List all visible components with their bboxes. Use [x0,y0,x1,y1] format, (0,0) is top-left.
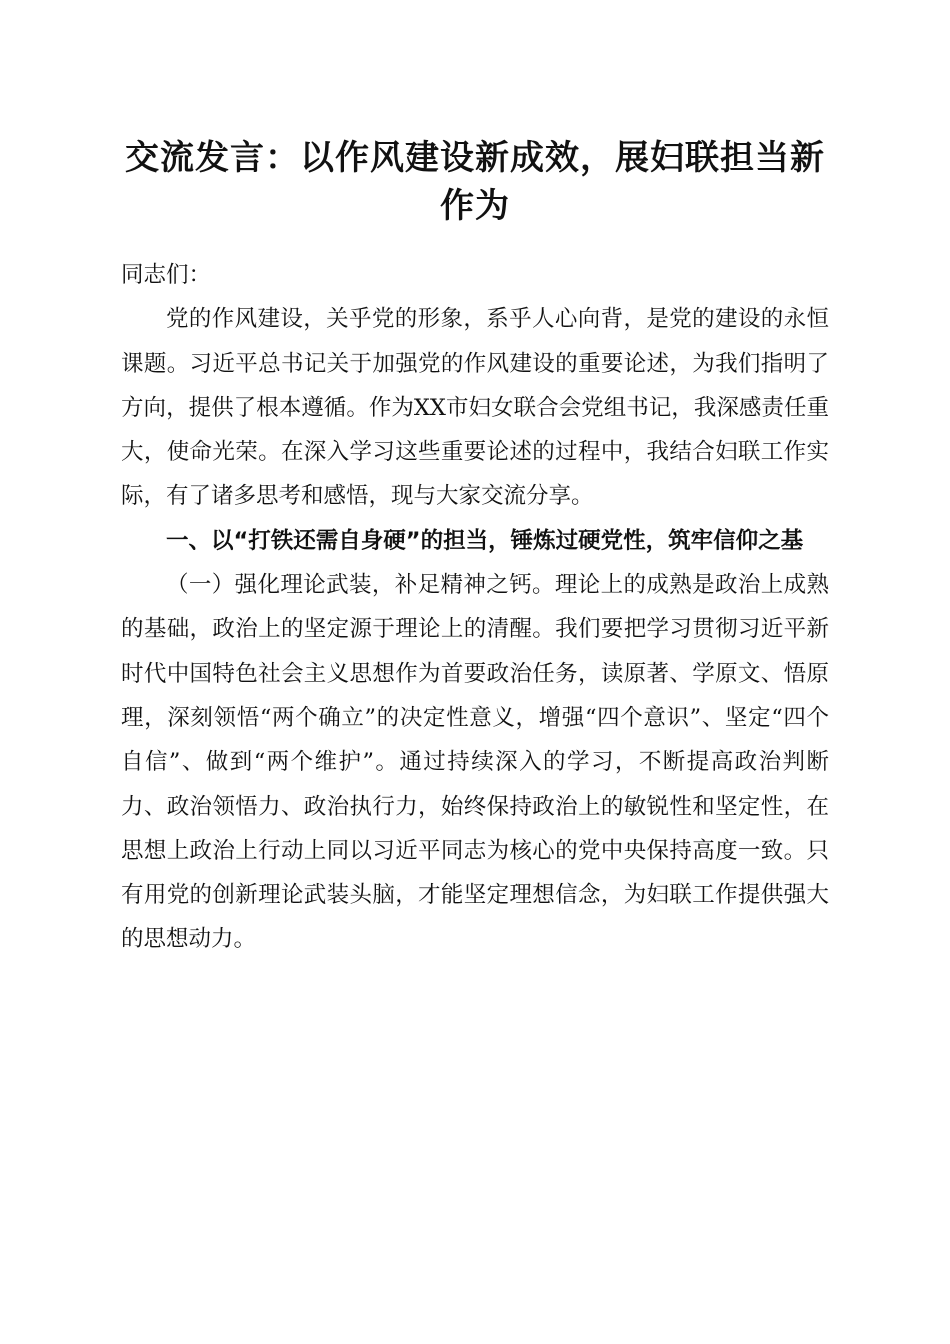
document-body [121,253,829,962]
subsection-paragraph-1: （一）强化理论武装，补足精神之钙。理论上的成熟是政治上成熟的基础，政治上的坚定源于理论上的清醒。我们要把学习贯彻习近平新时代中国特色社会主义思想作为首要政治任务，读原著、学原文、悟原理，深刻领悟“两个确立”的决定性意义，增强“四个意识”、坚定“四个自信”、做到“两个维护”。通过持续深入的学习，不断提高政治判断力、政治领悟力、政治执行力，始终保持政治上的敏锐性和坚定性，在思想上政治上行动上同以习近平同志为核心的党中央保持高度一致。只有用党的创新理论武装头脑，才能坚定理想信念，为妇联工作提供强大的思想动力。 [121,572,829,953]
salutation: 同志们： [121,262,212,288]
document-title: 交流发言：以作风建设新成效，展妇联担当新作为 [125,138,825,226]
intro-paragraph: 党的作风建设，关乎党的形象，系乎人心向背，是党的建设的永恒课题。习近平总书记关于加强党的作风建设的重要论述，为我们指明了方向，提供了根本遵循。作为XX市妇女联合会党组书记，我深感责任重大，使命光荣。在深入学习这些重要论述的过程中，我结合妇联工作实际，有了诸多思考和感悟，现与大家交流分享。 [121,306,829,510]
section-heading-1: 一、以“打铁还需自身硬”的担当，锤炼过硬党性，筑牢信仰之基 [166,527,804,554]
